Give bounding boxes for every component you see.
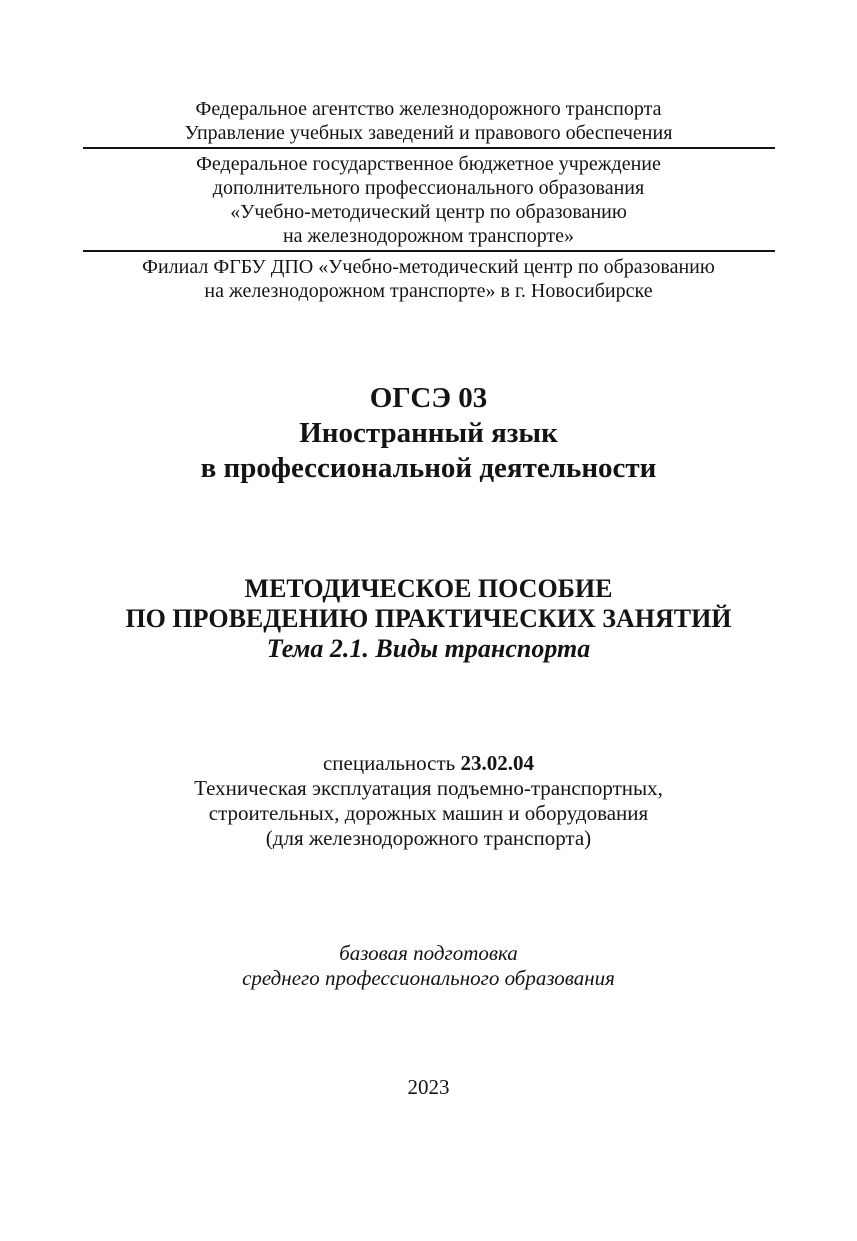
publication-year: 2023 — [407, 1075, 450, 1099]
institution-line-2: дополнительного профессионального образования — [212, 177, 645, 199]
manual-topic: Тема 2.1. Виды транспорта — [266, 634, 591, 663]
specialty-block — [83, 751, 775, 851]
manual-heading — [83, 574, 775, 664]
branch-line-2: на железнодорожном транспорте» в г. Новосибирске — [204, 280, 653, 302]
training-line-1: базовая подготовка — [339, 941, 518, 965]
institution-line-4: на железнодорожном транспорте» — [282, 225, 575, 247]
institution-block — [83, 152, 775, 248]
specialty-code: 23.02.04 — [460, 751, 534, 775]
institution-line-1: Федеральное государственное бюджетное учреждение — [196, 153, 661, 175]
course-title — [83, 381, 775, 486]
course-title-line-1: Иностранный язык — [299, 417, 558, 449]
branch-line-1: Филиал ФГБУ ДПО «Учебно-методический центр по образованию — [142, 256, 715, 278]
course-title-line-2: в профессиональной деятельности — [200, 452, 657, 484]
specialty-line-1: Техническая эксплуатация подъемно-транспортных, — [194, 776, 663, 800]
institution-line-3: «Учебно-методический центр по образованию — [230, 201, 627, 223]
training-line-2: среднего профессионального образования — [242, 966, 615, 990]
page-content — [83, 0, 775, 1100]
course-code: ОГСЭ 03 — [369, 382, 488, 414]
specialty-line-2: строительных, дорожных машин и оборудования — [208, 801, 649, 825]
page-header — [83, 97, 775, 303]
specialty-label: специальность — [322, 751, 456, 775]
manual-heading-line-1: МЕТОДИЧЕСКОЕ ПОСОБИЕ — [244, 574, 613, 603]
manual-heading-line-2: ПО ПРОВЕДЕНИЮ ПРАКТИЧЕСКИХ ЗАНЯТИЙ — [125, 604, 732, 633]
separator-line-bottom — [83, 250, 775, 252]
agency-line-1: Федеральное агентство железнодорожного транспорта — [195, 98, 662, 120]
specialty-code-line — [83, 751, 775, 776]
agency-block — [83, 97, 775, 145]
agency-line-2: Управление учебных заведений и правового обеспечения — [184, 122, 673, 144]
training-level-block — [83, 941, 775, 991]
separator-line-top — [83, 147, 775, 149]
specialty-line-3: (для железнодорожного транспорта) — [265, 826, 592, 850]
branch-block — [83, 255, 775, 303]
